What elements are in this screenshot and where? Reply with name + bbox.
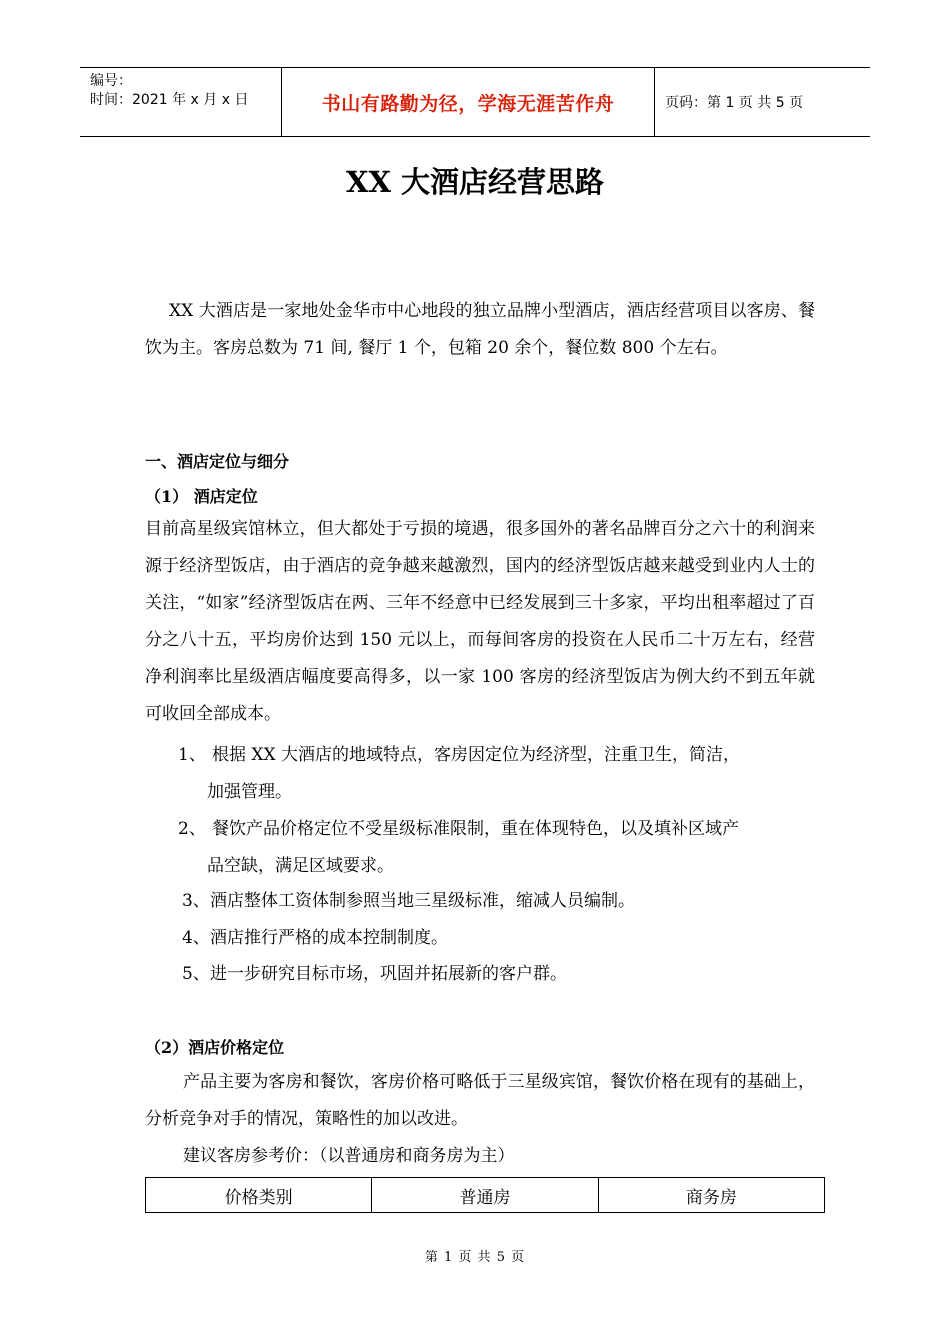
list-item-number: 4、 (182, 928, 210, 948)
list-item (178, 811, 818, 885)
list-item-text-cont: 品空缺，满足区域要求。 (207, 856, 394, 876)
subsection-heading-positioning: （1） 酒店定位 (145, 487, 258, 506)
pricing-paragraph: 产品主要为客房和餐饮，客房价格可略低于三星级宾馆，餐饮价格在现有的基础上，分析竞争对手的情况，策略性的加以改进。 (145, 1072, 815, 1129)
positioning-paragraph: 目前高星级宾馆林立，但大都处于亏损的境遇，很多国外的著名品牌百分之六十的利润来源于经济型饭店，由于酒店的竞争越来越激烈，国内的经济型饭店越来越受到业内人士的关注，“如家”经济型饭店在两、三年不经意中已经发展到三十多家，平均出租率超过了百分之八十五，平均房价达到 150 元以上，而每间客房的投资在人民币二十万左右，经营净利润率比星级酒店幅度要高得多，以一家 100 客房的经济型饭店为例大约不到五年就可收回全部成本。 (145, 519, 815, 724)
page-footer: 第 1 页 共 5 页 (424, 1250, 526, 1265)
document-header (80, 67, 870, 137)
table-header-cell: 普通房 (372, 1178, 598, 1213)
list-item-text: 酒店推行严格的成本控制制度。 (210, 928, 448, 948)
list-item-text: 根据 XX 大酒店的地域特点，客房因定位为经济型，注重卫生，简洁， (212, 745, 741, 765)
subsection-heading-pricing: （2）酒店价格定位 (145, 1038, 285, 1057)
list-item (182, 920, 822, 957)
page-title: XX 大酒店经营思路 (345, 165, 605, 199)
suggested-price-note: 建议客房参考价：（以普通房和商务房为主） (183, 1146, 515, 1166)
list-item-number: 5、 (182, 964, 210, 984)
number-label: 编号： (90, 73, 132, 89)
list-item-number: 2、 (178, 819, 206, 839)
header-meta (80, 68, 282, 136)
list-item-number: 3、 (182, 891, 210, 911)
list-item-text: 餐饮产品价格定位不受星级标准限制，重在体现特色，以及填补区域产 (212, 819, 739, 839)
time-label: 时间：2021 年 x 月 x 日 (90, 92, 249, 108)
intro-paragraph: XX 大酒店是一家地处金华市中心地段的独立品牌小型酒店，酒店经营项目以客房、餐饮为主。客房总数为 71 间, 餐厅 1 个，包箱 20 余个，餐位数 800 个左右。 (145, 301, 815, 358)
table-row (146, 1178, 825, 1213)
table-header-cell: 价格类别 (146, 1178, 372, 1213)
header-motto: 书山有路勤为径，学海无涯苦作舟 (282, 68, 655, 136)
list-item-text-cont: 加强管理。 (207, 782, 292, 802)
list-item-text: 进一步研究目标市场，巩固并拓展新的客户群。 (210, 964, 567, 984)
list-item (178, 737, 818, 811)
header-page-info: 页码：第 1 页 共 5 页 (665, 95, 804, 111)
list-item (182, 883, 822, 920)
list-item-text: 酒店整体工资体制参照当地三星级标准，缩减人员编制。 (210, 891, 635, 911)
section-heading: 一、酒店定位与细分 (145, 452, 290, 471)
price-table (145, 1177, 825, 1213)
list-item (182, 956, 822, 993)
table-header-cell: 商务房 (598, 1178, 824, 1213)
list-item-number: 1、 (178, 745, 206, 765)
